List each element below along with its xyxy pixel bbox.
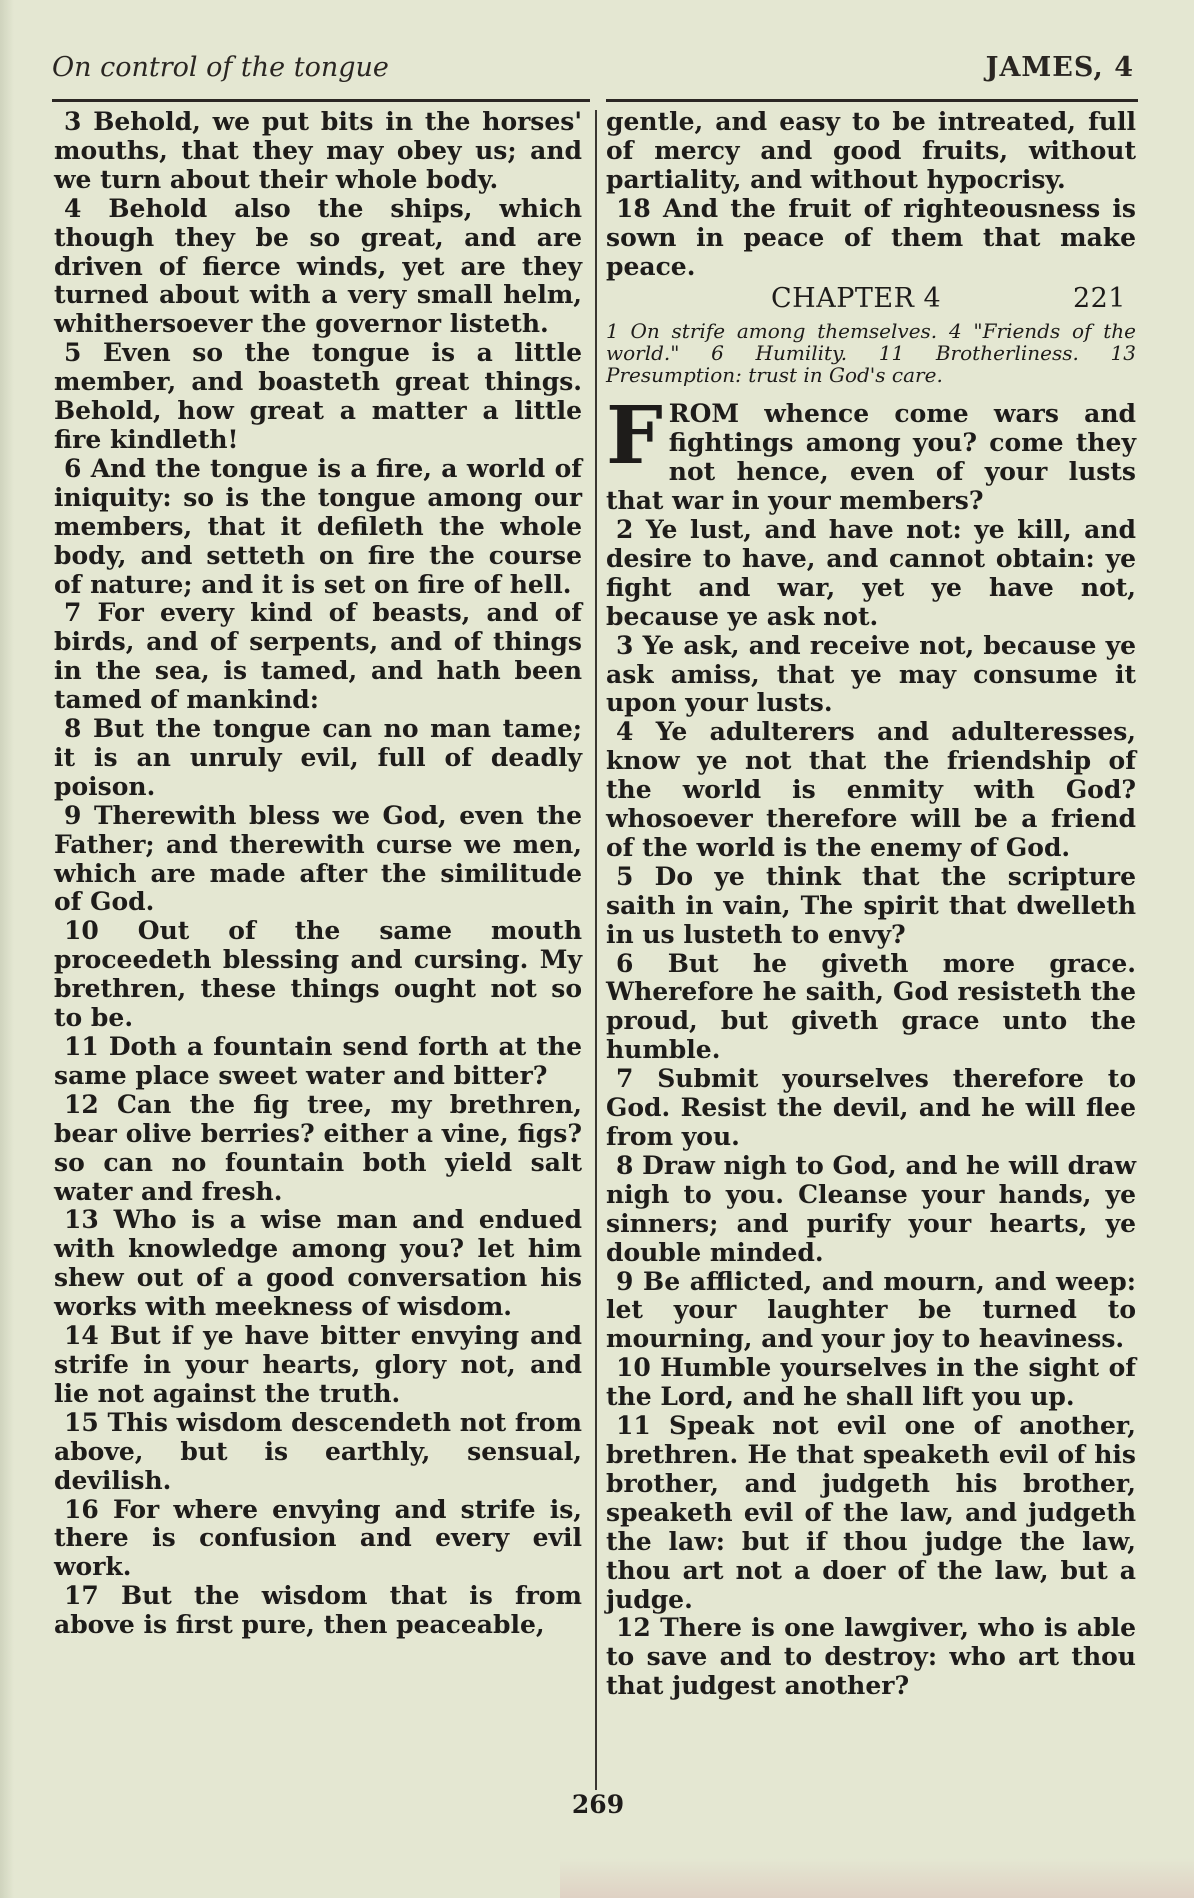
verse: 11 Doth a fountain send forth at the same place sweet water and bitter?	[54, 1032, 582, 1090]
verse-continuation: gentle, and easy to be intreated, full of mercy and good fruits, without partiality, and without hypocrisy.	[606, 107, 1136, 194]
verse: 8 Draw nigh to God, and he will draw nigh to you. Cleanse your hands, ye sinners; and purify your hearts, ye double minded.	[606, 1150, 1136, 1267]
chapter-summary: 1 On strife among themselves. 4 "Friends of the world." 6 Humility. 11 Brotherliness. 13 Presumption: trust in God's care.	[606, 319, 1136, 388]
book-chapter-title: JAMES, 4	[985, 52, 1134, 83]
verse: 15 This wisdom descendeth not from above, but is earthly, sensual, devilish.	[54, 1407, 582, 1495]
verse: 16 For where envying and strife is, there is confusion and every evil work.	[54, 1494, 582, 1582]
section-title: On control of the tongue	[52, 52, 389, 83]
verse: 11 Speak not evil one of another, brethren. He that speaketh evil of his brother, and judgeth his brother, speaketh evil of the law, and judgeth the law: but if thou judge the law, thou art not a doer of the law, but a judge.	[606, 1411, 1136, 1614]
verse: 7 Submit yourselves therefore to God. Resist the devil, and he will flee from you.	[606, 1064, 1136, 1151]
right-column	[606, 108, 1136, 1701]
verse: 17 But the wisdom that is from above is first pure, then peaceable,	[54, 1581, 582, 1640]
verse: 2 Ye lust, and have not: ye kill, and desire to have, and cannot obtain: ye fight and war, yet ye have not, because ye ask not.	[606, 514, 1136, 631]
verse: 3 Ye ask, and receive not, because ye ask amiss, that ye may consume it upon your lusts.	[606, 630, 1136, 718]
verse: 13 Who is a wise man and endued with knowledge among you? let him shew out of a good conversation his works with meekness of wisdom.	[54, 1205, 582, 1322]
verse: 14 But if ye have bitter envying and strife in your hearts, glory not, and lie not against the truth.	[54, 1321, 582, 1408]
running-header	[52, 48, 1134, 92]
verse: 5 Do ye think that the scripture saith in vain, The spirit that dwelleth in us lusteth to envy?	[606, 861, 1136, 949]
first-verse	[606, 388, 1136, 516]
verse: 12 Can the fig tree, my brethren, bear olive berries? either a vine, figs? so can no fountain both yield salt water and fresh.	[54, 1089, 582, 1206]
paper-stain	[560, 1858, 1194, 1898]
page-number: 269	[571, 1790, 625, 1819]
verse: 10 Out of the same mouth proceedeth blessing and cursing. My brethren, these things ought not so to be.	[54, 916, 582, 1033]
verse: 4 Behold also the ships, which though they be so great, and are driven of fierce winds, yet are they turned about with a very small helm, whithersoever the governor listeth.	[54, 193, 582, 339]
page-edge	[0, 0, 14, 1898]
column-divider	[595, 110, 597, 1790]
verse: 4 Ye adulterers and adulteresses, know ye not that the friendship of the world is enmity with God? whosoever therefore will be a friend of the world is the enemy of God.	[606, 717, 1136, 862]
verse: 10 Humble yourselves in the sight of the Lord, and he shall lift you up.	[606, 1353, 1136, 1412]
verse: 9 Therewith bless we God, even the Father; and therewith curse we men, which are made after the similitude of God.	[54, 800, 582, 917]
left-column	[54, 108, 582, 1640]
verse: 8 But the tongue can no man tame; it is an unruly evil, full of deadly poison.	[54, 714, 582, 801]
verse: 3 Behold, we put bits in the horses' mouths, that they may obey us; and we turn about their whole body.	[54, 107, 582, 194]
first-verse-text: ROM whence come wars and fightings among you? come they not hence, even of your lusts that war in your members?	[606, 399, 1136, 516]
verse: 12 There is one lawgiver, who is able to save and to destroy: who art thou that judgest another?	[606, 1613, 1136, 1701]
verse: 6 And the tongue is a fire, a world of iniquity: so is the tongue among our members, that it defileth the whole body, and setteth on fire the course of nature; and it is set on fire of hell.	[54, 453, 582, 599]
header-rule-left	[52, 99, 590, 102]
verse: 5 Even so the tongue is a little member, and boasteth great things. Behold, how great a matter a little fire kindleth!	[54, 338, 582, 454]
verse: 7 For every kind of beasts, and of birds, and of serpents, and of things in the sea, is tamed, and hath been tamed of mankind:	[54, 598, 582, 715]
verse: 6 But he giveth more grace. Wherefore he saith, God resisteth the proud, but giveth grace unto the humble.	[606, 948, 1136, 1065]
drop-cap: F	[606, 388, 663, 483]
chapter-page-ref: 221	[1072, 283, 1126, 315]
chapter-heading: CHAPTER 4	[771, 283, 942, 315]
chapter-heading-row	[606, 285, 1136, 314]
header-rule-right	[606, 99, 1138, 102]
verse: 18 And the fruit of righteousness is sown in peace of them that make peace.	[606, 193, 1136, 281]
verse: 9 Be afflicted, and mourn, and weep: let your laughter be turned to mourning, and your joy to heaviness.	[606, 1266, 1136, 1354]
